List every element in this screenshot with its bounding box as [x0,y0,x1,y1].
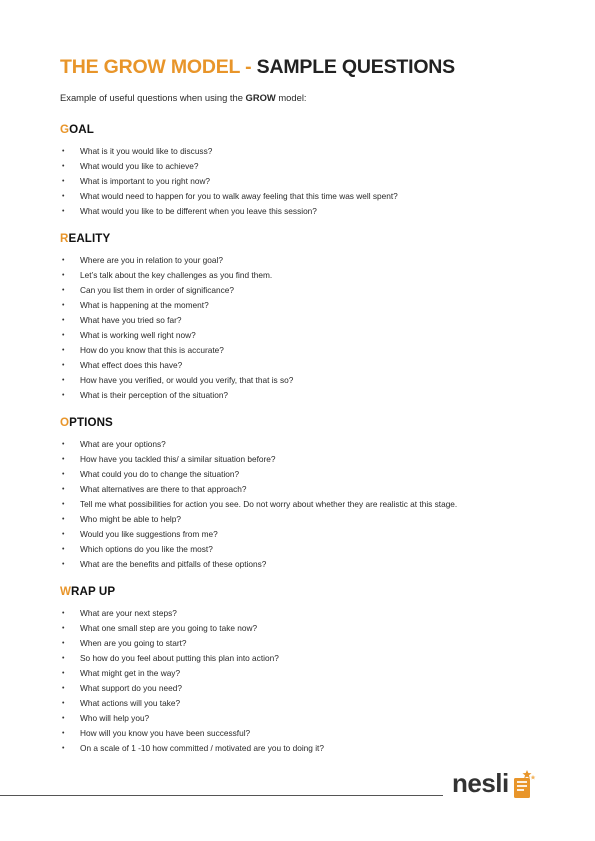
bullet: • [62,471,65,478]
section-options [60,416,540,569]
bullet: • [62,456,65,463]
question-text: Where are you in relation to your goal? [80,255,223,265]
logo-wordmark: nesli [452,768,509,798]
question-text: Would you like suggestions from me? [80,529,218,539]
question-item [60,437,540,452]
question-text: What effect does this have? [80,360,183,370]
bullet: • [62,302,65,309]
question-text: What is their perception of the situation? [80,390,229,400]
question-item [60,666,540,681]
question-text: What is working well right now? [80,330,196,340]
question-item [60,467,540,482]
bullet: • [62,700,65,707]
intro-bold: GROW [245,92,276,103]
question-text: Can you list them in order of significance? [80,285,235,295]
bullet: • [62,178,65,185]
question-text: What support do you need? [80,683,182,693]
question-item [60,542,540,557]
bullet: • [62,392,65,399]
question-item [60,512,540,527]
heading-rest: OAL [69,123,94,136]
bullet: • [62,163,65,170]
heading-first-letter: O [60,416,70,429]
bullet: • [62,625,65,632]
intro-text [60,92,307,103]
bullet: • [62,715,65,722]
question-item [60,726,540,741]
question-text: When are you going to start? [80,638,187,648]
question-text: So how do you feel about putting this plan into action? [80,653,279,663]
heading-first-letter: R [60,232,69,245]
question-list-options [60,437,540,572]
question-item [60,343,540,358]
section-reality [60,232,540,400]
section-heading-reality [60,232,540,246]
question-item [60,388,540,403]
question-item [60,557,540,572]
section-wrap-up [60,585,540,753]
bullet: • [62,148,65,155]
bullet: • [62,685,65,692]
question-text: Who might be able to help? [80,514,182,524]
heading-rest: EALITY [68,232,111,245]
bullet: • [62,193,65,200]
title-highlight: THE GROW MODEL - [60,56,252,78]
bullet: • [62,486,65,493]
question-text: What are your options? [80,439,166,449]
question-text: What would you like to achieve? [80,161,199,171]
bookmark-book-icon [510,770,536,800]
bullet: • [62,441,65,448]
bullet: • [62,670,65,677]
title-main: SAMPLE QUESTIONS [256,56,455,78]
question-list-goal [60,144,540,219]
intro-before: Example of useful questions when using the [60,92,246,103]
question-item [60,696,540,711]
bullet: • [62,377,65,384]
bullet: • [62,501,65,508]
question-item [60,681,540,696]
question-list-reality [60,253,540,403]
question-text: What are your next steps? [80,608,177,618]
question-item [60,482,540,497]
question-item [60,636,540,651]
question-text: Let’s talk about the key challenges as you find them. [80,270,273,280]
heading-first-letter: W [60,585,72,598]
question-text: What have you tried so far? [80,315,182,325]
question-text: Who will help you? [80,713,150,723]
question-text: What is important to you right now? [80,176,211,186]
question-text: How have you tackled this/ a similar situation before? [80,454,276,464]
section-heading-wrap-up [60,585,540,599]
bullet: • [62,640,65,647]
section-goal [60,123,540,216]
bullet: • [62,516,65,523]
bullet: • [62,730,65,737]
question-item [60,313,540,328]
question-text: What could you do to change the situation? [80,469,240,479]
question-item [60,268,540,283]
heading-first-letter: G [60,123,70,136]
question-item [60,298,540,313]
question-text: What actions will you take? [80,698,181,708]
question-item [60,741,540,756]
question-item [60,328,540,343]
bullet: • [62,332,65,339]
question-text: What one small step are you going to take now? [80,623,258,633]
bullet: • [62,347,65,354]
bullet: • [62,546,65,553]
question-text: Tell me what possibilities for action you see. Do not worry about whether they are realistic at this stage. [80,499,458,509]
question-text: How do you know that this is accurate? [80,345,224,355]
bullet: • [62,561,65,568]
heading-rest: RAP UP [71,585,116,598]
question-item [60,253,540,268]
question-item [60,651,540,666]
bullet: • [62,745,65,752]
question-text: What would you like to be different when you leave this session? [80,206,317,216]
question-item [60,189,540,204]
question-text: What might get in the way? [80,668,181,678]
question-list-wrap-up [60,606,540,756]
question-text: What are the benefits and pitfalls of these options? [80,559,267,569]
question-text: What alternatives are there to that approach? [80,484,247,494]
question-item [60,144,540,159]
question-text: What is happening at the moment? [80,300,209,310]
bullet: • [62,287,65,294]
bullet: • [62,655,65,662]
question-item [60,497,540,512]
question-item [60,283,540,298]
question-text: How will you know you have been successful? [80,728,251,738]
question-item [60,373,540,388]
bullet: • [62,531,65,538]
heading-rest: PTIONS [69,416,113,429]
question-item [60,711,540,726]
question-text: Which options do you like the most? [80,544,213,554]
intro-after: model: [275,92,307,103]
question-text: What is it you would like to discuss? [80,146,213,156]
page-title [60,56,455,79]
footer-divider [0,795,443,796]
question-text: What would need to happen for you to walk away feeling that this time was well spent? [80,191,398,201]
question-item [60,174,540,189]
bullet: • [62,272,65,279]
bullet: • [62,208,65,215]
question-item [60,606,540,621]
section-heading-goal [60,123,540,137]
nesli-logo [452,768,542,802]
question-item [60,527,540,542]
question-item [60,621,540,636]
question-text: How have you verified, or would you verify, that that is so? [80,375,294,385]
bullet: • [62,257,65,264]
bullet: • [62,610,65,617]
bullet: • [62,317,65,324]
question-item [60,452,540,467]
question-text: On a scale of 1 -10 how committed / motivated are you to doing it? [80,743,324,753]
section-heading-options [60,416,540,430]
question-item [60,159,540,174]
question-item [60,358,540,373]
bullet: • [62,362,65,369]
question-item [60,204,540,219]
